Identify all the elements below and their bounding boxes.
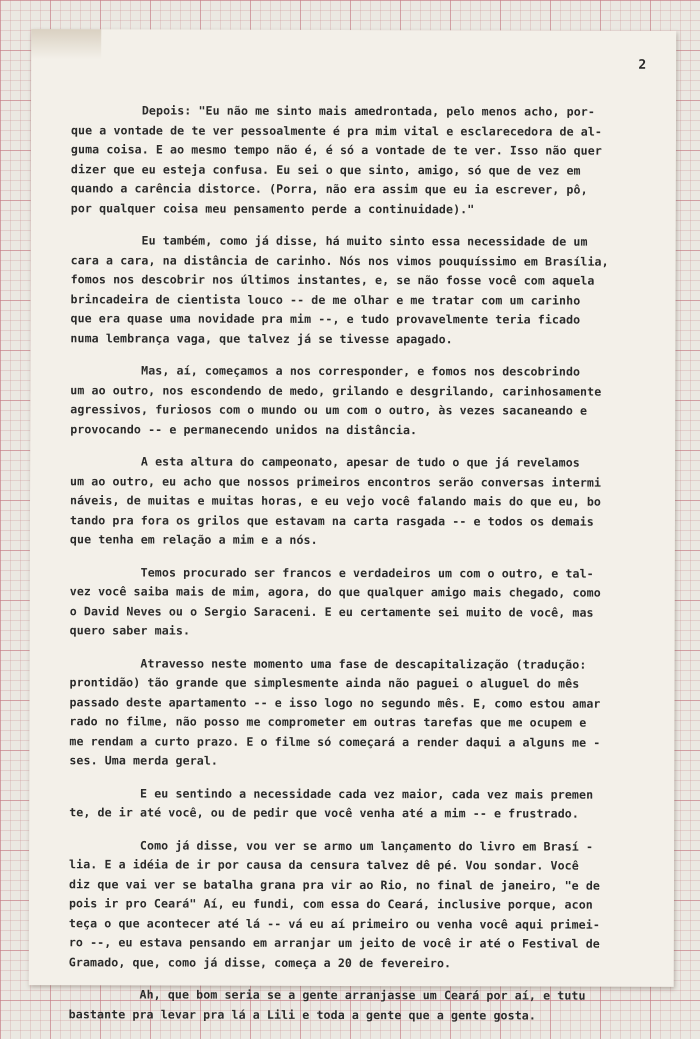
paragraph — [69, 985, 649, 1026]
text-line: A esta altura do campeonato, apesar de tudo o que já revelamos — [70, 454, 580, 470]
text-line: bastante pra levar pra lá a Lili e toda a gente que a gente gosta. — [68, 1006, 536, 1022]
text-line: numa lembrança vaga, que talvez já se tivesse apagado. — [70, 330, 453, 346]
text-line: um ao outro, eu acho que nossos primeiros encontros serão conversas intermi — [70, 473, 602, 490]
paragraph — [70, 231, 650, 350]
paragraph — [71, 101, 651, 220]
text-line: Atravesso neste momento uma fase de descapitalização (tradução: — [69, 655, 587, 672]
text-line: tando pra fora os grilos que estavam na carta rasgada -- e todos os demais — [69, 512, 594, 529]
text-line: E eu sentindo a necessidade cada vez maior, cada vez mais premen — [69, 785, 594, 802]
text-line: Temos procurado ser francos e verdadeiros um com o outro, e tal- — [69, 564, 594, 581]
text-line: quero saber mais. — [69, 623, 191, 638]
text-line: um ao outro, nos escondendo de medo, grilando e desgrilando, carinhosamente — [70, 382, 602, 399]
paragraph — [70, 452, 650, 551]
letter-body — [69, 101, 651, 1039]
typewritten-letter-page — [29, 29, 677, 1022]
paragraph — [69, 784, 649, 825]
text-line: que era quase uma novidade pra mim --, e tudo provavelmente teria ficado — [70, 311, 581, 327]
text-line: Gramado, que, como já disse, começa a 20 de fevereiro. — [68, 954, 452, 970]
text-line: fomos nos descobrir nos últimos instantes, e, se não fosse você com aquela — [70, 272, 595, 288]
page-number: 2 — [638, 57, 647, 73]
text-line: que tenha em relação a mim e a nós. — [69, 532, 318, 547]
text-line: Ah, que bom seria se a gente arranjasse um Ceará por aí, e tutu — [68, 987, 586, 1003]
paragraph — [69, 836, 649, 974]
text-line: cara a cara, na distância de carinho. Nós nos vimos pouquíssimo em Brasília, — [70, 252, 609, 269]
text-line: vez você saiba mais de mim, agora, do que qualquer amigo mais chegado, como — [69, 584, 601, 600]
text-line: guma coisa. E ao mesmo tempo não é, é só a vontade de te ver. Isso não quer — [70, 142, 602, 158]
text-line: teça o que acontecer até lá -- vá eu aí primeiro ou venha você aqui primei- — [68, 915, 600, 932]
paragraph — [70, 361, 650, 441]
text-line: náveis, de muitas e muitas horas, e eu vejo você falando mais do que eu, bo — [70, 493, 602, 509]
text-line: pois ir pro Ceará" Aí, eu fundi, com essa do Ceará, inclusive porque, acon — [68, 896, 593, 912]
text-line: Como já disse, vou ver se armo um lançamento do livro em Brasí - — [69, 837, 594, 854]
paragraph — [69, 654, 649, 773]
text-line: Depois: "Eu não me sinto mais amedrontada, pelo menos acho, por- — [71, 103, 595, 119]
text-line: que a vontade de te ver pessoalmente é pra mim vital e esclarecedora de al- — [70, 122, 603, 139]
text-line: Mas, aí, começamos a nos corresponder, e fomos nos descobrindo — [70, 363, 581, 379]
text-line: quando a carência distorce. (Porra, não era assim que eu ia escrever, pô, — [70, 181, 588, 197]
text-line: passado deste apartamento -- e isso logo no segundo mês. E, como estou amar — [69, 694, 601, 711]
text-line: diz que vai ver se batalha grana pra vir ao Rio, no final de janeiro, "e de — [68, 876, 601, 893]
text-line: prontidão) tão grande que simplesmente ainda não paguei o aluguel do mês — [69, 675, 580, 691]
text-line: lia. E a idéia de ir por causa da censura talvez dê pé. Vou sondar. Você — [69, 857, 579, 873]
paragraph — [70, 563, 650, 643]
text-line: o David Neves ou o Sergio Saraceni. E eu certamente sei muito de você, mas — [69, 603, 594, 620]
text-line: Eu também, como já disse, há muito sinto essa necessidade de um — [70, 233, 588, 249]
text-line: agressivos, furiosos com o mundo ou um com o outro, às vezes sacaneando e — [70, 402, 588, 418]
text-line: provocando -- e permanecendo unidos na distância. — [70, 421, 418, 437]
text-line: ses. Uma merda geral. — [69, 753, 219, 768]
text-line: dizer que eu esteja confusa. Eu sei o que sinto, amigo, só que de vez em — [70, 161, 581, 178]
text-line: me rendam a curto prazo. E o filme só começará a render daqui a alguns me - — [69, 733, 601, 750]
text-line: te, de ir até você, ou de pedir que você venha até a mim -- e frustrado. — [69, 805, 579, 821]
text-line: rado no filme, não posso me comprometer em outras tarefas que me ocupem e — [69, 714, 587, 730]
text-line: por qualquer coisa meu pensamento perde a continuidade)." — [70, 200, 475, 216]
text-line: ro --, eu estava pensando em arranjar um jeito de você ir até o Festival de — [68, 935, 600, 951]
text-line: brincadeira de cientista louco -- de me olhar e me tratar com um carinho — [70, 291, 581, 308]
